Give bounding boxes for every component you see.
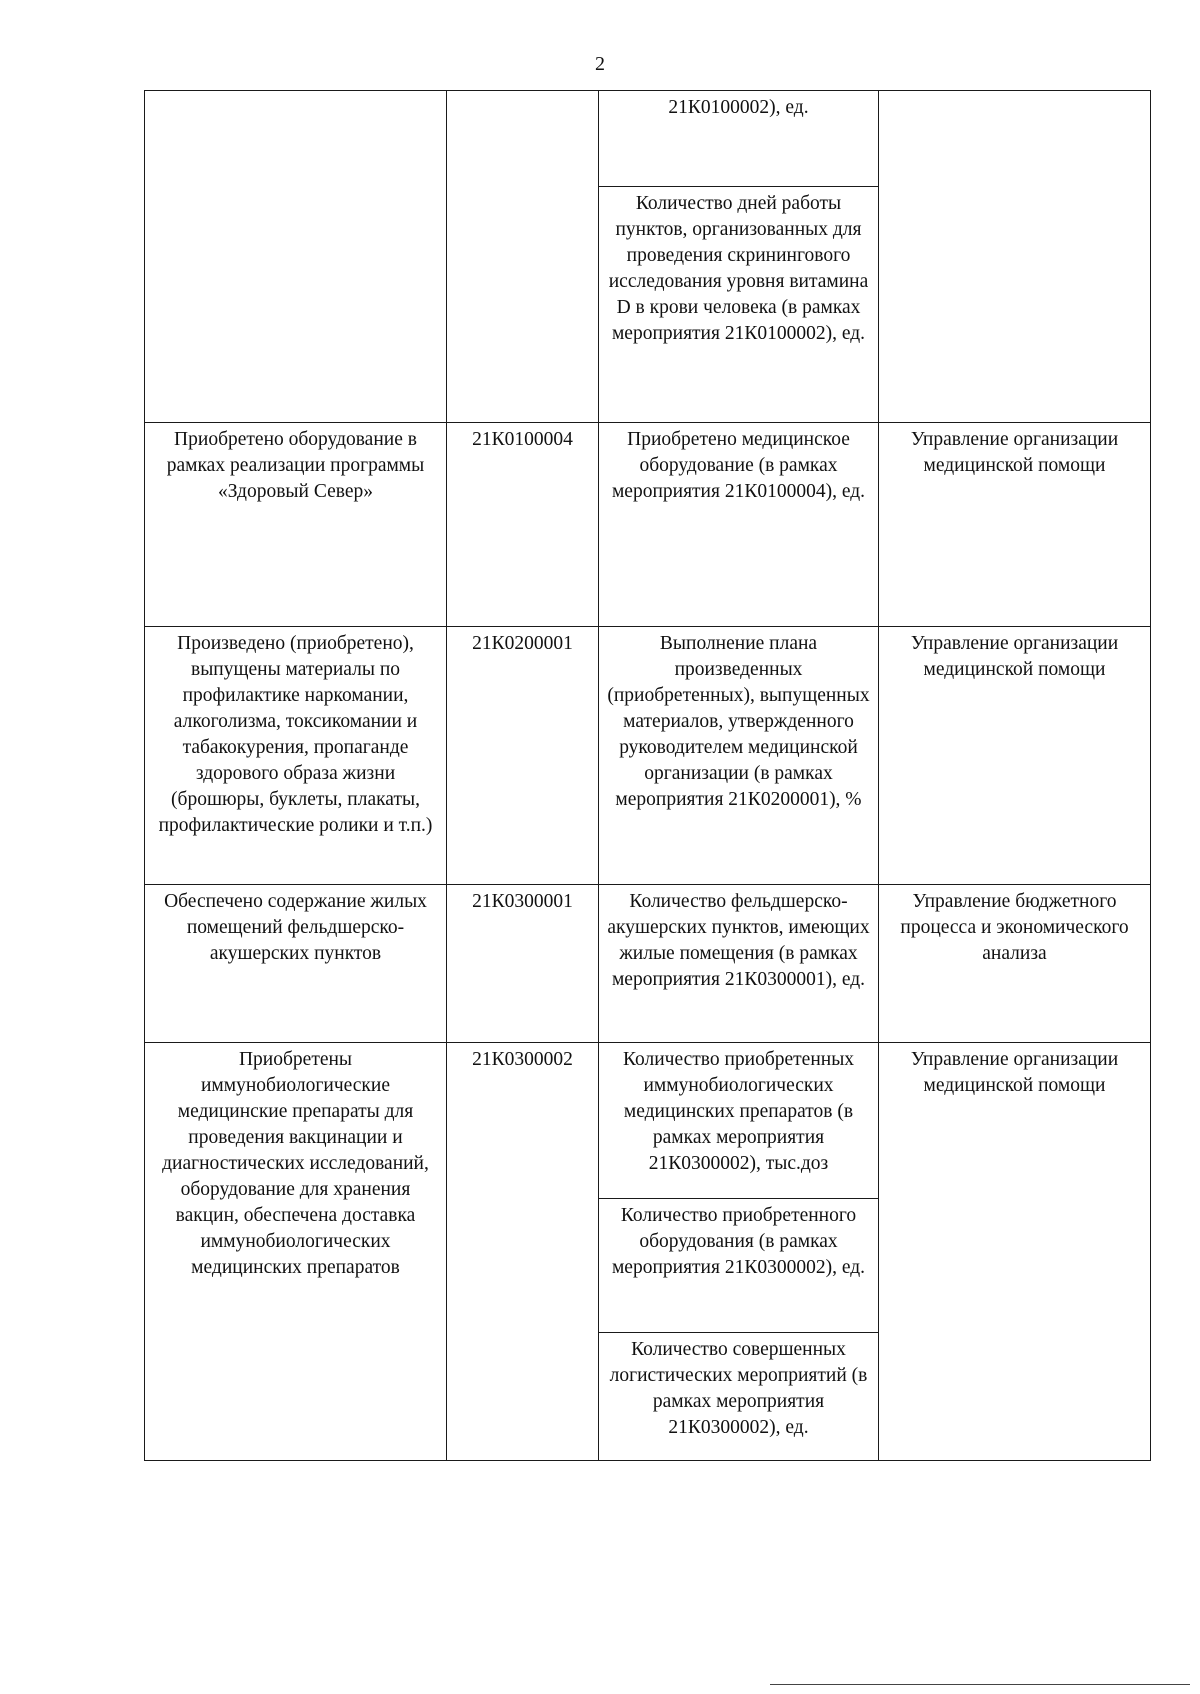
code-cell: 21К0300002 [447,1043,599,1461]
code-cell: 21К0100004 [447,423,599,627]
bottom-rule [770,1684,1190,1685]
page-number: 2 [595,53,605,75]
department-cell [879,91,1151,423]
department-cell: Управление организации медицинской помощи [879,1043,1151,1461]
department-cell: Управление организации медицинской помощи [879,423,1151,627]
result-cell: Приобретены иммунобиологические медицинские препараты для проведения вакцинации и диагностических исследований, оборудование для хранения вакцин, обеспечена доставка иммунобиологических медицинских препаратов [145,1043,447,1461]
indicator-cell: Количество дней работы пунктов, организованных для проведения скринингового исследования уровня витамина D в крови человека (в рамках мероприятия 21К0100002), ед. [599,187,879,423]
table-row [145,91,1151,187]
indicator-cell: Количество фельдшерско-акушерских пунктов, имеющих жилые помещения (в рамках мероприятия 21К0300001), ед. [599,885,879,1043]
table-row [145,627,1151,885]
indicator-cell: Количество приобретенных иммунобиологических медицинских препаратов (в рамках мероприятия 21К0300002), тыс.доз [599,1043,879,1199]
result-cell: Произведено (приобретено), выпущены материалы по профилактике наркомании, алкоголизма, токсикомании и табакокурения, пропаганде здорового образа жизни (брошюры, буклеты, плакаты, профилактические ролики и т.п.) [145,627,447,885]
results-table [144,90,1151,1461]
indicator-cell: Приобретено медицинское оборудование (в рамках мероприятия 21К0100004), ед. [599,423,879,627]
table-row [145,423,1151,627]
table-row [145,885,1151,1043]
indicator-cell: Выполнение плана произведенных (приобретенных), выпущенных материалов, утвержденного руководителем медицинской организации (в рамках мероприятия 21К0200001), % [599,627,879,885]
indicator-cell: 21К0100002), ед. [599,91,879,187]
indicator-cell: Количество совершенных логистических мероприятий (в рамках мероприятия 21К0300002), ед. [599,1333,879,1461]
code-cell [447,91,599,423]
result-cell: Приобретено оборудование в рамках реализации программы «Здоровый Север» [145,423,447,627]
indicator-cell: Количество приобретенного оборудования (в рамках мероприятия 21К0300002), ед. [599,1199,879,1333]
table-row [145,1043,1151,1199]
department-cell: Управление организации медицинской помощи [879,627,1151,885]
department-cell: Управление бюджетного процесса и экономического анализа [879,885,1151,1043]
result-cell [145,91,447,423]
code-cell: 21К0300001 [447,885,599,1043]
code-cell: 21К0200001 [447,627,599,885]
result-cell: Обеспечено содержание жилых помещений фельдшерско-акушерских пунктов [145,885,447,1043]
